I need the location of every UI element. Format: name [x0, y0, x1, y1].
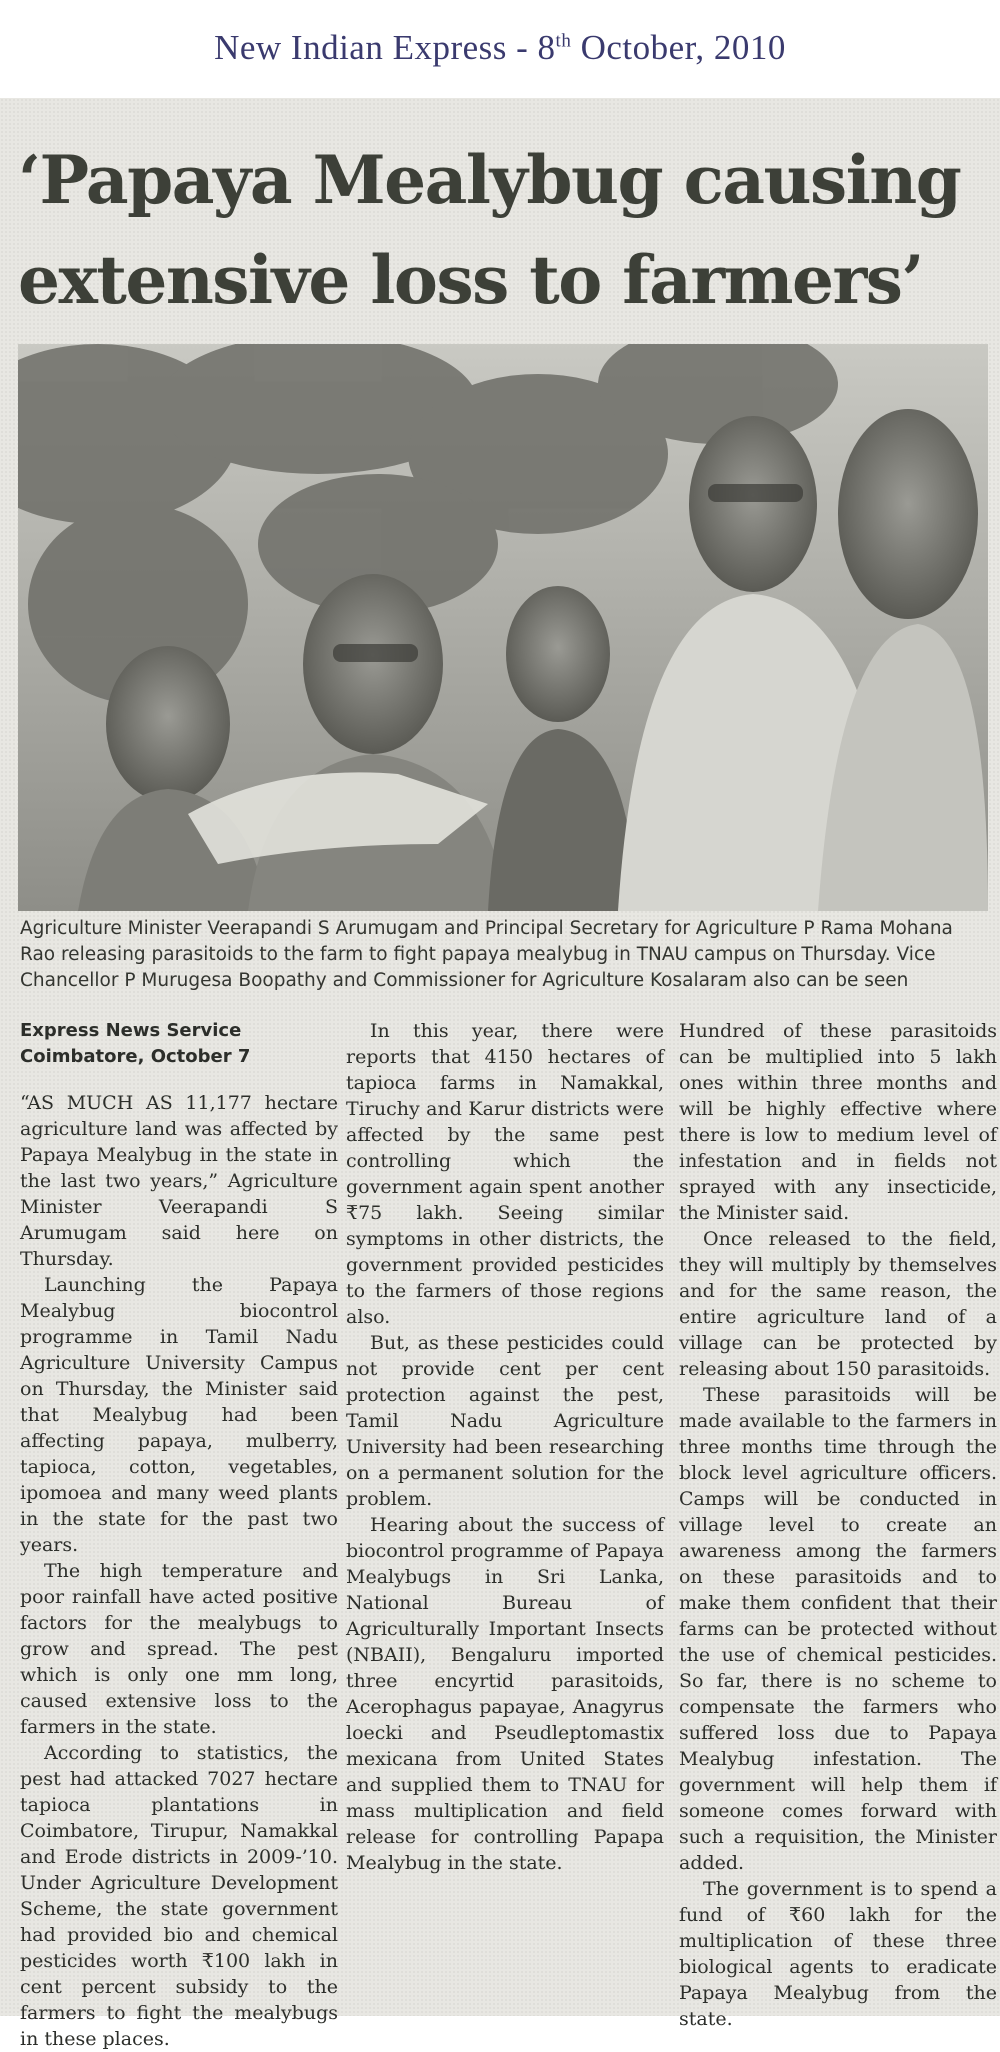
- article-photo: [18, 344, 988, 911]
- paragraph: Launching the Papaya Mealybug biocontrol programme in Tamil Nadu Agriculture University Campus on Thursday, the Minister said that Mealybug had been affecting papaya, mulberry, tapioca, cotton, vegetables, ipomoea and many weed plants in the state for the past two years.: [20, 1274, 338, 1556]
- photo-illustration: [18, 344, 988, 911]
- paragraph: According to statistics, the pest had attacked 7027 hectare tapioca plantations in Coimbatore, Tirupur, Namakkal and Erode districts in 2009-’10. Under Agriculture Development Scheme, the state government had provided bio and chemical pesticides worth ₹100 lakh in cent percent subsidy to the farmers to fight the mealybugs in these places.: [20, 1742, 338, 2050]
- paragraph: The government is to spend a fund of ₹60 lakh for the multiplication of these three biological agents to eradicate Papaya Mealybug from the state.: [679, 1878, 997, 2030]
- paragraph: But, as these pesticides could not provide cent per cent protection against the pest, Tamil Nadu Agriculture University had been researching on a permanent solution for the problem.: [346, 1332, 664, 1510]
- article-column-1: [20, 1018, 338, 2052]
- paragraph: The high temperature and poor rainfall have acted positive factors for the mealybugs to grow and spread. The pest which is only one mm long, caused extensive loss to the farmers in the state.: [20, 1560, 338, 1738]
- paragraph: Once released to the field, they will multiply by themselves and for the same reason, the entire agriculture land of a village can be protected by releasing about 150 parasitoids.: [679, 1228, 997, 1380]
- paragraph: These parasitoids will be made available to the farmers in three months time through the block level agriculture officers. Camps will be conducted in village level to create an awareness among the farmers on these parasitoids and to make them confident that their farms can be protected without the use of chemical pesticides. So far, there is no scheme to compensate the farmers who suffered loss due to Papaya Mealybug infestation. The government will help them if someone comes forward with such a requisition, the Minister added.: [679, 1384, 997, 1874]
- headline-line-1: ‘Papaya Mealybug causing: [18, 141, 961, 219]
- masthead: [0, 0, 1000, 98]
- masthead-title: [0, 28, 1000, 68]
- article-column-3: [679, 1018, 997, 2032]
- photo-caption: Agriculture Minister Veerapandi S Arumugam and Principal Secretary for Agriculture P Rama Mohana Rao releasing parasitoids to the farm to fight papaya mealybug in TNAU campus on Thursday. Vice Chancellor P Murugesa Boopathy and Commissioner for Agriculture Kosalaram also can be seen: [20, 918, 953, 991]
- paragraph: Hundred of these parasitoids can be multiplied into 5 lakh ones within three months and will be highly effective where there is low to medium level of infestation and in fields not sprayed with any insecticide, the Minister said.: [679, 1020, 997, 1224]
- byline-dateline: Coimbatore, October 7: [20, 1046, 251, 1067]
- byline: [20, 1018, 338, 1070]
- masthead-date: October, 2010: [571, 28, 786, 67]
- byline-source: Express News Service: [20, 1020, 242, 1041]
- paragraph: In this year, there were reports that 4150 hectares of tapioca farms in Namakkal, Tiruchy and Karur districts were affected by the same pest controlling which the government again spent another ₹75 lakh. Seeing similar symptoms in other districts, the government provided pesticides to the farmers of those regions also.: [346, 1020, 664, 1328]
- paragraph: Hearing about the success of biocontrol programme of Papaya Mealybugs in Sri Lanka, National Bureau of Agriculturally Important Insects (NBAII), Bengaluru imported three encyrtid parasitoids, Acerophagus papayae, Anagyrus loecki and Pseudleptomastix mexicana from United States and supplied them to TNAU for mass multiplication and field release for controlling Papapa Mealybug in the state.: [346, 1514, 664, 1874]
- article-headline: [18, 130, 993, 330]
- newspaper-clipping: [0, 98, 1000, 2050]
- headline-line-2: extensive loss to farmers’: [18, 241, 923, 319]
- masthead-publication: New Indian Express - 8: [214, 28, 556, 67]
- masthead-ordinal: th: [555, 30, 572, 52]
- paragraph: “AS MUCH AS 11,177 hectare agriculture land was affected by Papaya Mealybug in the state in the last two years,” Agriculture Minister Veerapandi S Arumugam said here on Thursday.: [20, 1092, 338, 1270]
- article-column-2: [346, 1018, 664, 1876]
